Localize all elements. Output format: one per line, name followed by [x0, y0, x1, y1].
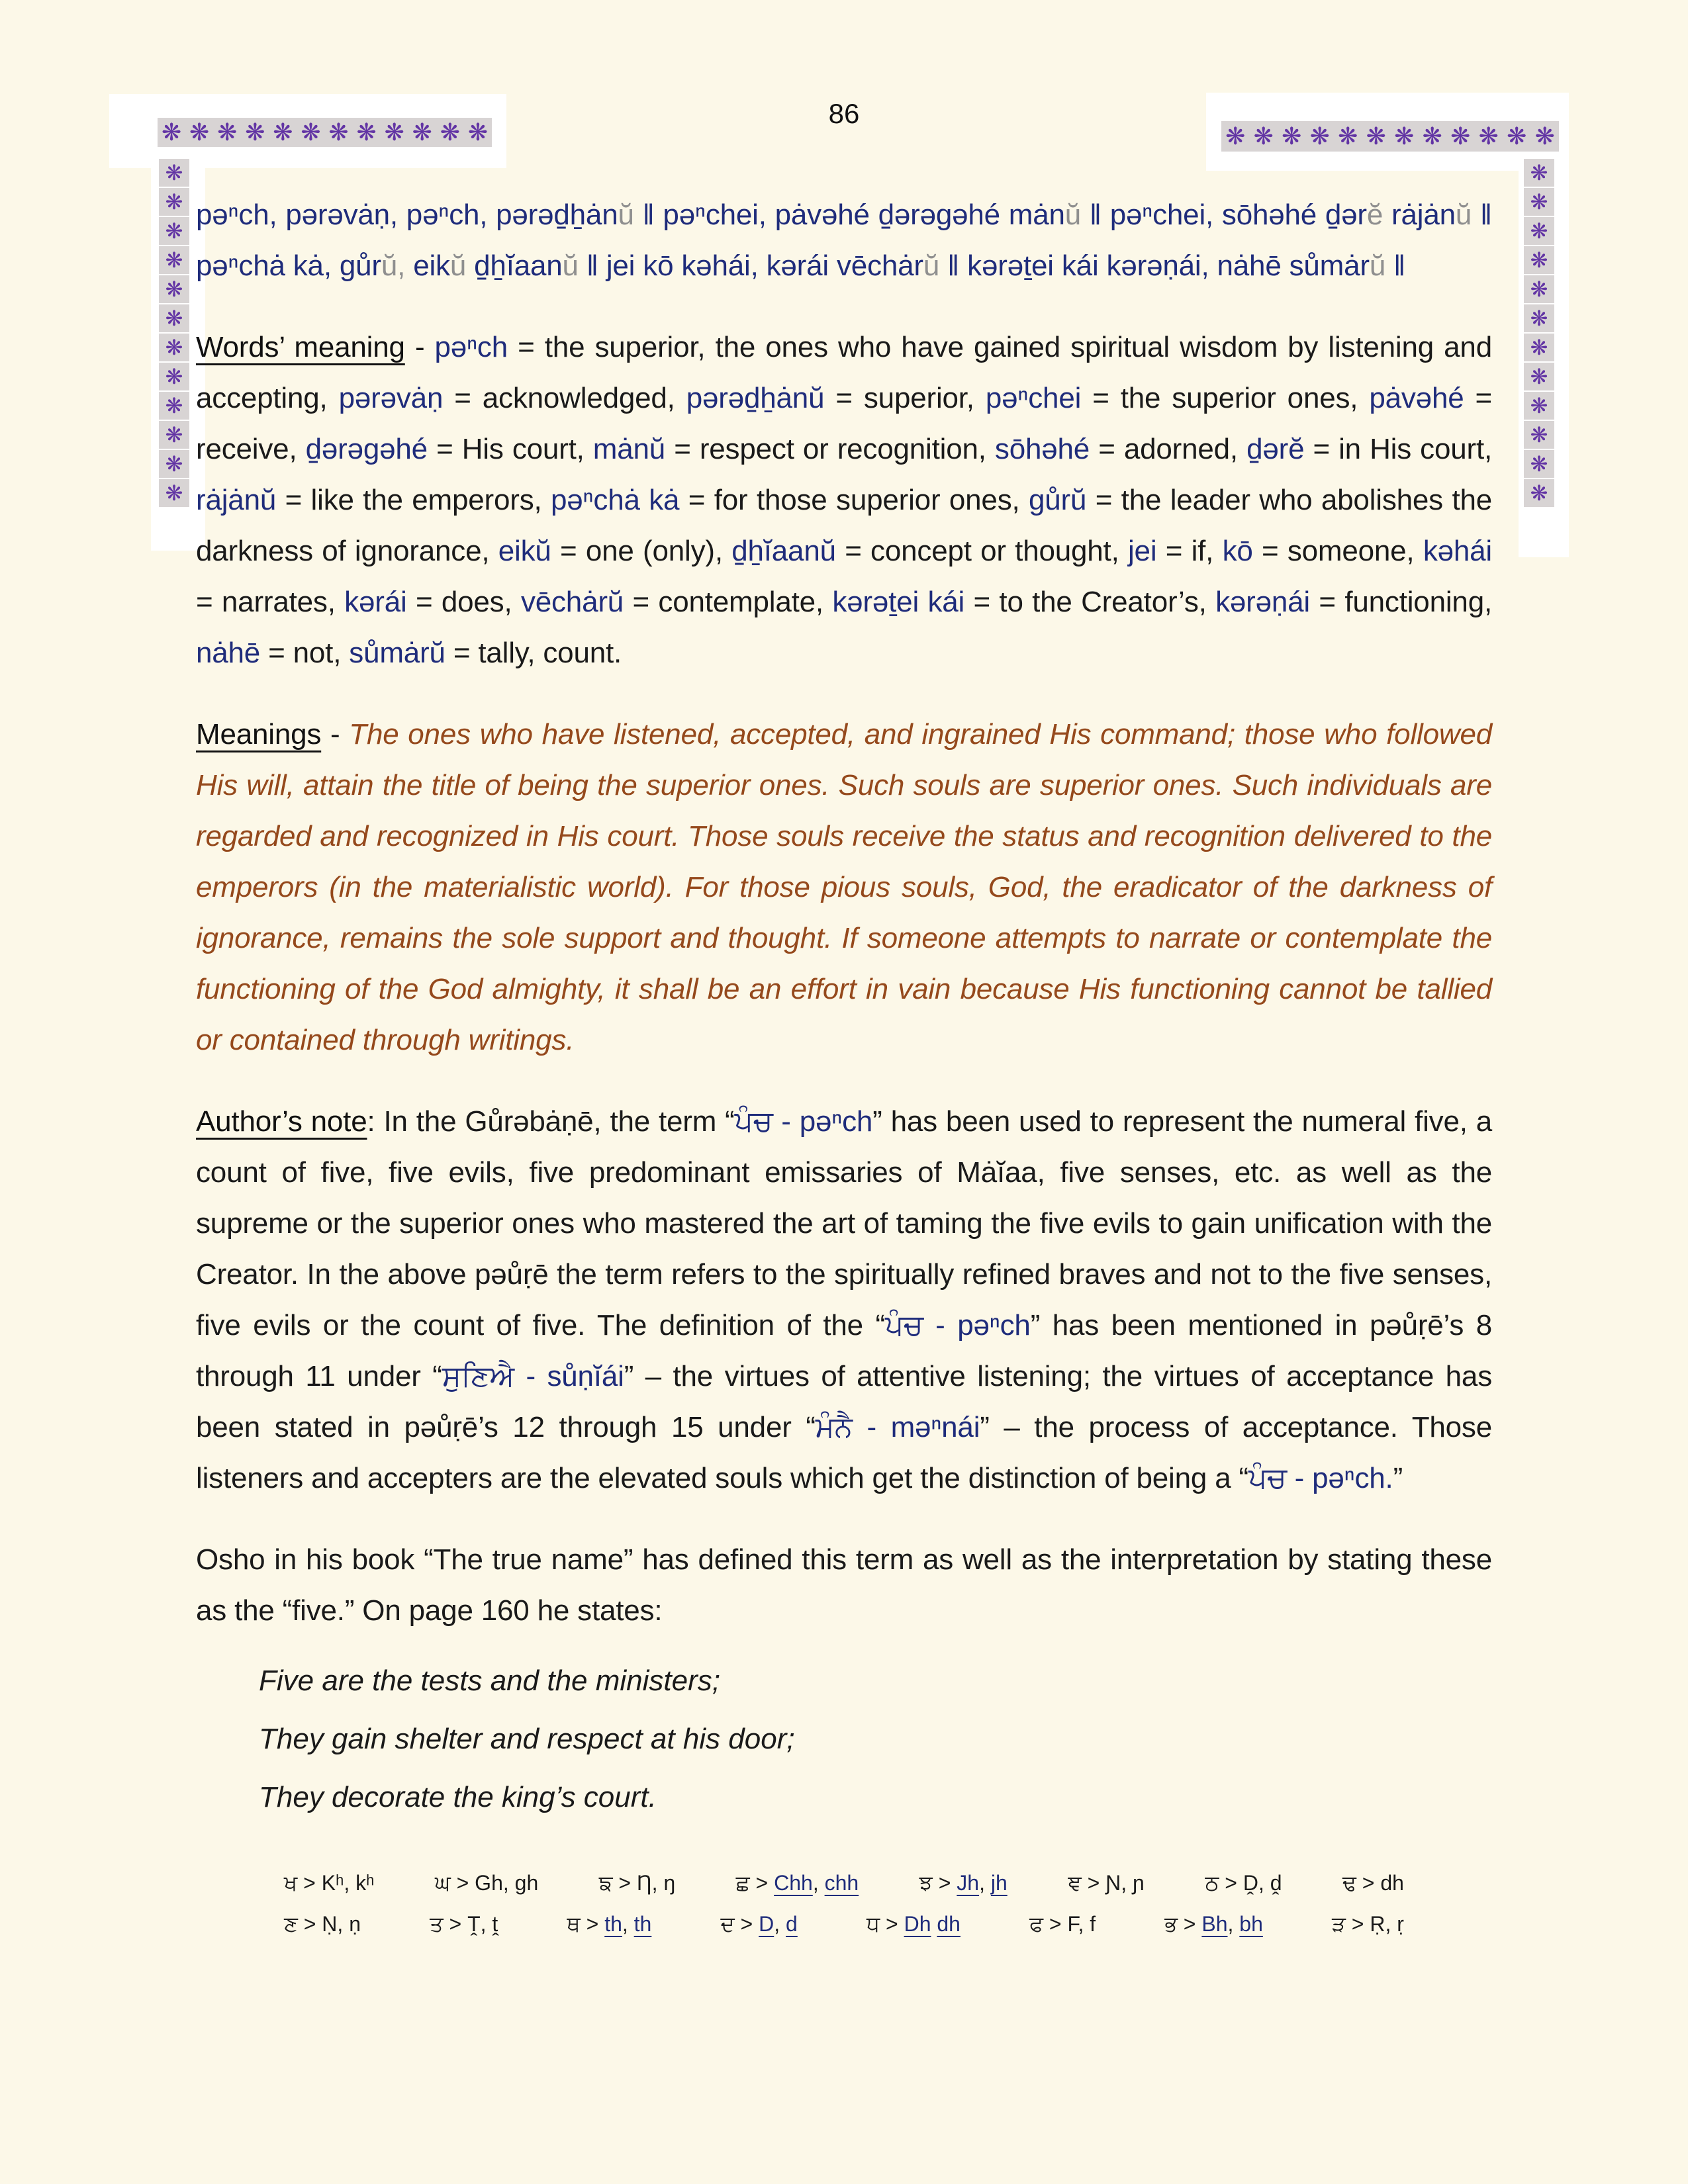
flower-ornament-icon: ❋: [1478, 122, 1499, 150]
flower-ornament-icon: ❋: [159, 334, 189, 361]
text-segment: ,: [812, 1871, 825, 1895]
translit-key-item: [1029, 1909, 1096, 1939]
flower-ornament-icon: ❋: [356, 118, 377, 146]
text-segment: sůmȧrŭ: [349, 637, 445, 669]
flower-ornament-icon: ❋: [159, 246, 189, 274]
text-segment: ਙ > Ƞ, ŋ: [598, 1871, 676, 1895]
translit-key-item: [867, 1909, 961, 1939]
flower-ornament-icon: ❋: [1524, 159, 1554, 187]
text-segment: pəⁿch: [434, 331, 508, 363]
transliterated-verse: [196, 189, 1492, 291]
text-segment: ,: [1227, 1912, 1240, 1936]
text-segment: ਠ > Ḓ, ḓ: [1205, 1871, 1282, 1895]
translit-key-item: [284, 1868, 374, 1898]
text-segment: ਥ >: [567, 1912, 605, 1936]
text-segment: = receive,: [196, 382, 1492, 465]
text-segment: ‖: [1385, 250, 1406, 282]
words-meaning-paragraph: [196, 322, 1492, 678]
translit-key-item: [1164, 1909, 1263, 1939]
flower-ornament-icon: ❋: [1524, 450, 1554, 478]
flower-ornament-icon: ❋: [159, 392, 189, 420]
flower-ornament-icon: ❋: [328, 118, 349, 146]
text-segment: ,: [774, 1912, 786, 1936]
text-segment: nȧhē: [196, 637, 261, 669]
text-segment: pəⁿch, pərəvȧṇ, pəⁿch, pərəd̠ẖȧn: [196, 199, 618, 231]
transliteration-key-row-1: [284, 1868, 1404, 1898]
translit-key-item: [1205, 1868, 1282, 1898]
flower-ornament-icon: ❋: [1309, 122, 1330, 150]
osho-quote-line: They gain shelter and respect at his door;: [259, 1723, 795, 1755]
text-segment: ” – the process of acceptance. Those listeners and accepters are the elevated souls which get the distinction of being a “: [196, 1411, 1492, 1494]
flower-ornament-icon: ❋: [159, 450, 189, 478]
flower-ornament-icon: ❋: [1282, 122, 1302, 150]
flower-ornament-icon: ❋: [440, 118, 460, 146]
flower-ornament-icon: ❋: [159, 304, 189, 332]
flower-ornament-icon: ❋: [412, 118, 432, 146]
meanings-paragraph: [196, 709, 1492, 1066]
text-segment: kərəṯei kái: [832, 586, 965, 618]
text-segment: Author’s note: [196, 1105, 367, 1138]
text-segment: = concept or thought,: [835, 535, 1128, 567]
text-segment: Jh: [957, 1871, 980, 1895]
flower-ornament-icon: ❋: [1524, 479, 1554, 507]
text-segment: - pəⁿch: [773, 1105, 873, 1138]
flower-ornament-icon: ❋: [1366, 122, 1386, 150]
osho-quote-line: They decorate the king’s court.: [259, 1781, 657, 1813]
flower-ornament-icon: ❋: [245, 118, 265, 146]
text-segment: ਸੁਣਿਐ: [442, 1360, 514, 1392]
text-segment: eikŭ: [498, 535, 551, 567]
flower-ornament-icon: ❋: [1394, 122, 1415, 150]
text-segment: Meanings: [196, 718, 322, 751]
text-segment: dh: [937, 1912, 961, 1936]
text-segment: ‖ kərəṯei kái kərəṇái, nȧhē sůmȧr: [939, 250, 1370, 282]
text-segment: ‖ pəⁿchei, pȧvəhé d̠ərəgəhé mȧn: [633, 199, 1065, 231]
text-segment: = for those superior ones,: [679, 484, 1029, 516]
flower-ornament-icon: ❋: [273, 118, 293, 146]
text-segment: = not,: [260, 637, 350, 669]
text-segment: ੜ > Ṛ, ṛ: [1332, 1912, 1404, 1936]
text-segment: = the superior, the ones who have gained spiritual wisdom by listening and accepting,: [196, 331, 1492, 414]
flower-ornament-icon: ❋: [159, 188, 189, 216]
translit-key-item: [567, 1909, 651, 1939]
flower-ornament-icon: ❋: [384, 118, 404, 146]
text-segment: ਫ > F, f: [1029, 1912, 1096, 1936]
text-segment: = the leader who abolishes the darkness of ignorance,: [196, 484, 1493, 567]
text-segment: ਪੰਚ: [884, 1309, 923, 1342]
text-segment: d: [786, 1912, 798, 1936]
text-segment: ” has been used to represent the numeral five, a count of five, five evils, five predominant emissaries of Mȧĭaa, five senses, etc. as well as the supreme or the superior ones who mastered the art of taming the five evils to gain unification with the Creator. In the above pəůṛē the term refers to the spiritually refined braves and not to the five senses, five evils or the count of five. The definition of the “: [196, 1105, 1493, 1342]
text-segment: bh: [1239, 1912, 1263, 1936]
flower-ornament-icon: ❋: [1338, 122, 1358, 150]
text-segment: sōhəhé: [994, 433, 1090, 465]
flower-ornament-icon: ❋: [159, 217, 189, 245]
text-segment: chh: [824, 1871, 859, 1895]
text-segment: ‖ jei kō kəhái, kərái vēchȧr: [578, 250, 923, 282]
text-segment: pəⁿchei: [985, 382, 1082, 414]
text-segment: ,: [979, 1871, 991, 1895]
text-segment: : In the Gůrəbȧṇē, the term “: [367, 1105, 735, 1138]
text-segment: rȧjȧn: [1383, 199, 1456, 231]
text-segment: Osho in his book “The true name” has defined this term as well as the interpretation by stating these as the “five.” On page 160 he states:: [196, 1543, 1492, 1627]
page-content: [196, 189, 1492, 1950]
flower-ornament-icon: ❋: [189, 118, 210, 146]
flower-ornament-icon: ❋: [1507, 122, 1527, 150]
text-segment: pərəvȧṇ: [338, 382, 444, 414]
text-segment: ŭ: [1064, 199, 1082, 231]
translit-key-item: [1332, 1909, 1404, 1939]
flower-ornament-icon: ❋: [1524, 188, 1554, 216]
translit-key-item: [720, 1909, 797, 1939]
flower-ornament-icon: ❋: [1422, 122, 1442, 150]
text-segment: = in His court,: [1304, 433, 1493, 465]
text-segment: Words’ meaning: [196, 331, 405, 363]
text-segment: - pəⁿch: [923, 1309, 1031, 1342]
text-segment: ŭ: [618, 199, 634, 231]
flower-ornament-icon: ❋: [1524, 334, 1554, 361]
text-segment: - sůṇĭái: [514, 1360, 624, 1392]
flower-ornament-icon: ❋: [159, 275, 189, 303]
flower-ornament-icon: ❋: [1225, 122, 1246, 150]
text-segment: ŭ,: [381, 250, 406, 282]
text-segment: ਪੰਚ: [734, 1105, 773, 1138]
flower-ornament-icon: ❋: [1524, 304, 1554, 332]
text-segment: = does,: [406, 586, 521, 618]
text-segment: ĕ: [1366, 199, 1383, 231]
flower-ornament-icon: ❋: [159, 363, 189, 390]
text-segment: ਣ > Ṇ, ṇ: [284, 1912, 361, 1936]
text-segment: pȧvəhé: [1369, 382, 1464, 414]
text-segment: ŭ: [562, 250, 579, 282]
authors-note-paragraph: [196, 1096, 1492, 1504]
text-segment: pərəd̠ẖȧnŭ: [686, 382, 825, 414]
flower-ornament-icon: ❋: [467, 118, 488, 146]
translit-key-item: [435, 1868, 538, 1898]
text-segment: = respect or recognition,: [665, 433, 995, 465]
text-segment: = someone,: [1252, 535, 1423, 567]
osho-quote-line: Five are the tests and the ministers;: [259, 1664, 720, 1697]
text-segment: jei: [1127, 535, 1157, 567]
text-segment: The ones who have listened, accepted, and ingrained His command; those who followed His will, attain the title of being the superior ones. Such souls are superior ones. Such individuals are regarded and recognized in His court. Those souls receive the status and recognition delivered to the emperors (in the materialistic world). For those pious souls, God, the eradicator of the darkness of ignorance, remains the sole support and thought. If someone attempts to narrate or contemplate the functioning of the God almighty, it shall be an effort in vain because His functioning cannot be tallied or contained through writings.: [196, 718, 1492, 1056]
transliteration-key-row-2: [284, 1909, 1404, 1939]
text-segment: = if,: [1156, 535, 1223, 567]
text-segment: ŭ: [1455, 199, 1472, 231]
text-segment: pəⁿchȧ kȧ: [551, 484, 680, 516]
text-segment: = superior,: [824, 382, 986, 414]
text-segment: ”: [1393, 1462, 1403, 1494]
text-segment: Chh: [774, 1871, 813, 1895]
osho-paragraph: [196, 1534, 1492, 1636]
text-segment: = tally, count.: [445, 637, 622, 669]
text-segment: eik: [405, 250, 450, 282]
text-segment: -: [321, 718, 350, 751]
text-segment: ‖ pəⁿchei, sōhəhé d̠ər: [1081, 199, 1367, 231]
text-segment: d̠ẖĭaanŭ: [731, 535, 836, 567]
text-segment: ਢ > dh: [1342, 1871, 1404, 1895]
translit-key-item: [1342, 1868, 1404, 1898]
text-segment: mȧnŭ: [592, 433, 666, 465]
text-segment: = His court,: [427, 433, 593, 465]
text-segment: ” has been mentioned in pəůṛē’s 8 through 11 under “: [196, 1309, 1493, 1392]
text-segment: - məⁿnái: [852, 1411, 980, 1443]
text-segment: Dh: [904, 1912, 931, 1936]
text-segment: th: [633, 1912, 652, 1936]
text-segment: - pəⁿch.: [1286, 1462, 1393, 1494]
flower-ornament-icon: ❋: [159, 421, 189, 449]
text-segment: kō: [1222, 535, 1253, 567]
text-segment: Bh: [1201, 1912, 1228, 1936]
text-segment: th: [604, 1912, 622, 1936]
text-segment: d̠ẖĭaan: [466, 250, 563, 282]
text-segment: ” – the virtues of attentive listening; the virtues of acceptance has been stated in pəůṛē’s 12 through 15 under “: [196, 1360, 1493, 1443]
ornament-column-right: [1524, 159, 1554, 507]
text-segment: ਪੰਚ: [1248, 1462, 1287, 1494]
text-segment: ‖ pəⁿchȧ kȧ, gůr: [196, 199, 1492, 282]
translit-key-item: [430, 1909, 498, 1939]
text-segment: ,: [622, 1912, 634, 1936]
flower-ornament-icon: ❋: [1524, 217, 1554, 245]
text-segment: ਛ >: [735, 1871, 774, 1895]
translit-key-item: [736, 1868, 859, 1898]
flower-ornament-icon: ❋: [1524, 421, 1554, 449]
text-segment: ਭ >: [1164, 1912, 1202, 1936]
translit-key-item: [284, 1909, 361, 1939]
translit-key-item: [1068, 1868, 1145, 1898]
flower-ornament-icon: ❋: [1524, 363, 1554, 390]
text-segment: = adorned,: [1090, 433, 1247, 465]
flower-ornament-icon: ❋: [159, 159, 189, 187]
text-segment: ਞ > Ɲ, ɲ: [1068, 1871, 1145, 1895]
text-segment: gůrŭ: [1028, 484, 1087, 516]
text-segment: d̠ərəgəhé: [305, 433, 428, 465]
text-segment: ŭ: [1369, 250, 1386, 282]
flower-ornament-icon: ❋: [1253, 122, 1274, 150]
text-segment: = contemplate,: [624, 586, 833, 618]
flower-ornament-icon: ❋: [1450, 122, 1471, 150]
text-segment: ਮੰਨੈ: [815, 1411, 853, 1443]
transliteration-key: [196, 1868, 1492, 1939]
translit-key-item: [919, 1868, 1008, 1898]
text-segment: = to the Creator’s,: [964, 586, 1216, 618]
text-segment: ਘ > Gh, gh: [434, 1871, 539, 1895]
flower-ornament-icon: ❋: [1534, 122, 1555, 150]
translit-key-item: [599, 1868, 675, 1898]
text-segment: ਦ >: [720, 1912, 759, 1936]
page-number: 86: [828, 98, 860, 129]
text-segment: = narrates,: [196, 586, 345, 618]
ornament-strip-top-right: [1221, 121, 1559, 152]
text-segment: = the superior ones,: [1081, 382, 1370, 414]
flower-ornament-icon: ❋: [217, 118, 238, 146]
text-segment: ਧ >: [866, 1912, 904, 1936]
flower-ornament-icon: ❋: [1524, 275, 1554, 303]
text-segment: kərəṇái: [1215, 586, 1311, 618]
text-segment: d̠ərĕ: [1246, 433, 1305, 465]
text-segment: -: [404, 331, 435, 363]
text-segment: vēchȧrŭ: [520, 586, 624, 618]
text-segment: ŭ: [449, 250, 467, 282]
text-segment: kərái: [344, 586, 407, 618]
flower-ornament-icon: ❋: [159, 479, 189, 507]
text-segment: kəhái: [1423, 535, 1493, 567]
text-segment: ਤ > Ṱ, ṱ: [430, 1912, 498, 1936]
text-segment: jh: [990, 1871, 1008, 1895]
text-segment: ŭ: [923, 250, 940, 282]
flower-ornament-icon: ❋: [161, 118, 182, 146]
ornament-column-left: [159, 159, 189, 507]
text-segment: ਝ >: [919, 1871, 957, 1895]
text-segment: = acknowledged,: [443, 382, 686, 414]
text-segment: rȧjȧnŭ: [196, 484, 277, 516]
text-segment: = functioning,: [1310, 586, 1492, 618]
flower-ornament-icon: ❋: [1524, 246, 1554, 274]
text-segment: ਖ > Kʰ, kʰ: [284, 1871, 375, 1895]
text-segment: = like the emperors,: [276, 484, 551, 516]
flower-ornament-icon: ❋: [301, 118, 321, 146]
text-segment: = one (only),: [551, 535, 732, 567]
ornament-strip-top-left: [158, 118, 492, 147]
flower-ornament-icon: ❋: [1524, 392, 1554, 420]
text-segment: D: [759, 1912, 774, 1936]
